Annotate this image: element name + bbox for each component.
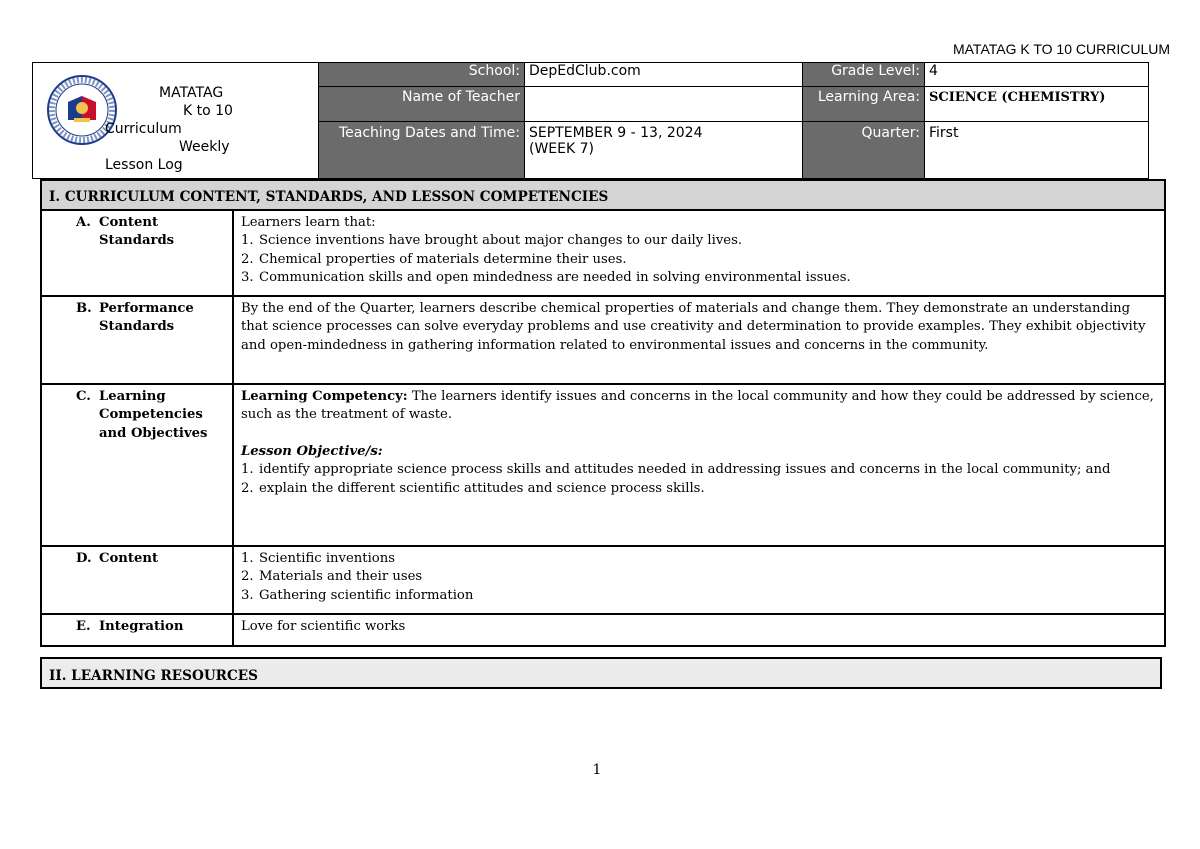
content-label: D. Content (41, 546, 233, 614)
logo-line-5: Lesson Log (105, 157, 183, 173)
logo-line-4: Weekly (179, 139, 230, 155)
grade-level-label: Grade Level: (803, 63, 925, 87)
logo-line-3: Curriculum (105, 121, 182, 137)
performance-standards-label: B. Performance Standards (41, 296, 233, 384)
list-item: 3. Gathering scientific information (241, 587, 474, 603)
section-1-title: I. CURRICULUM CONTENT, STANDARDS, AND LESSON COMPETENCIES (41, 180, 1165, 210)
teaching-dates-value (525, 122, 803, 179)
list-item: 2. Materials and their uses (241, 569, 423, 585)
teacher-value (525, 87, 803, 122)
teaching-dates-line-1: SEPTEMBER 9 - 13, 2024 (529, 125, 703, 141)
lesson-objectives-label: Lesson Objective/s: (241, 443, 383, 459)
teaching-dates-line-2: (WEEK 7) (529, 141, 594, 157)
list-item: 2. Chemical properties of materials determine their uses. (241, 251, 627, 267)
school-label: School: (319, 63, 525, 87)
page-number: 1 (592, 762, 602, 778)
competencies-cell (233, 384, 1165, 546)
lesson-log-header-table (32, 62, 1149, 179)
content-standards-cell (233, 210, 1165, 296)
section-2-title: II. LEARNING RESOURCES (41, 658, 1161, 688)
performance-standards-cell: By the end of the Quarter, learners describe chemical properties of materials and change them. They demonstrate an understanding that science processes can solve everyday problems and use creativity and determination to provide examples. They exhibit objectivity and open-mindedness in gathering information related to environmental issues and concerns in the community. (233, 296, 1165, 384)
quarter-label: Quarter: (803, 122, 925, 179)
logo-line-1: MATATAG (159, 85, 224, 101)
list-item: 1. Science inventions have brought about major changes to our daily lives. (241, 233, 743, 249)
list-item: 3. Communication skills and open mindedness are needed in solving environmental issues. (241, 270, 851, 286)
logo-line-2: K to 10 (183, 103, 233, 119)
competencies-label: C. Learning Competencies and Objectives (41, 384, 233, 546)
grade-level-value: 4 (925, 63, 1149, 87)
list-item: 1. identify appropriate science process skills and attitudes needed in addressing issues and concerns in the local community; and (241, 462, 1111, 478)
learning-area-label: Learning Area: (803, 87, 925, 122)
school-value: DepEdClub.com (525, 63, 803, 87)
teaching-dates-label: Teaching Dates and Time: (319, 122, 525, 179)
integration-label: E. Integration (41, 614, 233, 646)
list-item: 2. explain the different scientific attitudes and science process skills. (241, 480, 705, 496)
quarter-value: First (925, 122, 1149, 179)
integration-cell: Love for scientific works (233, 614, 1165, 646)
content-standards-label: A. Content Standards (41, 210, 233, 296)
content-cell (233, 546, 1165, 614)
learning-resources-table (40, 657, 1162, 689)
logo-title (33, 84, 319, 174)
learning-area-value: SCIENCE (CHEMISTRY) (925, 87, 1149, 122)
teacher-label: Name of Teacher (319, 87, 525, 122)
document-header-note: MATATAG K TO 10 CURRICULUM (952, 41, 1170, 57)
learning-competency: Learning Competency: The learners identify issues and concerns in the local community and how they could be addressed by science, such as the treatment of waste. (241, 389, 1154, 423)
logo-cell (33, 63, 319, 179)
content-standards-intro: Learners learn that: (241, 215, 376, 230)
list-item: 1. Scientific inventions (241, 551, 396, 566)
curriculum-content-table (40, 179, 1166, 647)
